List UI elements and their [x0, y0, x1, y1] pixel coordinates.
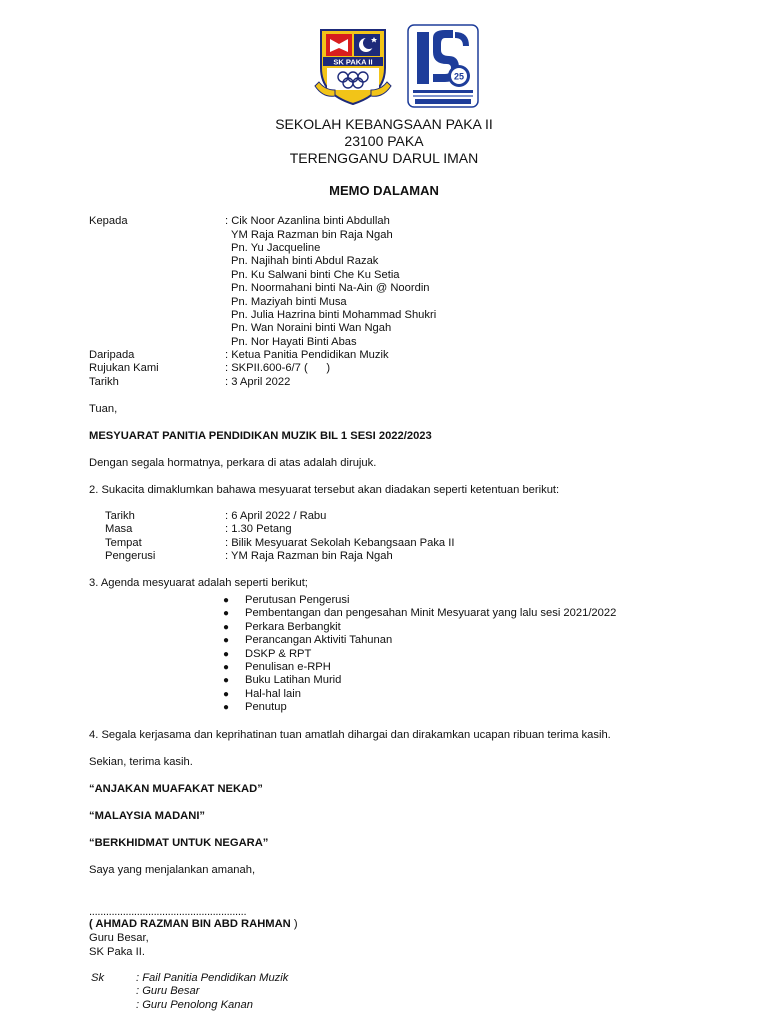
meeting-value: : YM Raja Razman bin Raja Ngah [225, 550, 393, 563]
svg-text:SK PAKA II: SK PAKA II [333, 57, 373, 67]
agenda-text: Perancangan Aktiviti Tahunan [245, 634, 393, 647]
school-name: SEKOLAH KEBANGSAAN PAKA II [275, 116, 493, 132]
copy-recipient: : Guru Besar [136, 985, 200, 998]
agenda-text: Hal-hal lain [245, 687, 301, 700]
paragraph-3: 3. Agenda mesyuarat adalah seperti berikut; [89, 577, 308, 589]
recipient-name: YM Raja Razman bin Raja Ngah [231, 228, 393, 241]
recipient-name: Pn. Julia Hazrina binti Mohammad Shukri [231, 308, 437, 321]
copies-label: Sk [91, 972, 105, 984]
paragraph-1: Dengan segala hormatnya, perkara di atas adalah dirujuk. [89, 457, 377, 469]
copy-recipient: : Guru Penolong Kanan [136, 998, 253, 1011]
school-state: TERENGGANU DARUL IMAN [289, 150, 479, 166]
agenda-text: Penulisan e-RPH [245, 661, 331, 673]
agenda-text: Pembentangan dan pengesahan Minit Mesyuarat yang lalu sesi 2021/2022 [245, 607, 617, 620]
meeting-value: : 1.30 Petang [225, 523, 292, 536]
paragraph-4: 4. Segala kerjasama dan keprihatinan tuan amatlah dihargai dan dirakamkan ucapan ribuan terima kasih. [89, 729, 611, 741]
meeting-label: Tempat [105, 536, 142, 549]
recipient-name: : Cik Noor Azanlina binti Abdullah [225, 215, 390, 227]
meta-value: : 3 April 2022 [225, 375, 291, 388]
bullet-icon: ● [223, 635, 230, 647]
school-crest-logo [313, 24, 393, 108]
paragraph-2: 2. Sukacita dimaklumkan bahawa mesyuarat tersebut akan diadakan seperti ketentuan berikut: [89, 484, 560, 496]
memo-subject: MESYUARAT PANITIA PENDIDIKAN MUZIK BIL 1 SESI 2022/2023 [89, 430, 432, 442]
bullet-icon: ● [223, 595, 230, 606]
closing-text: Sekian, terima kasih. [89, 756, 193, 768]
memo-title: MEMO DALAMAN [329, 183, 439, 198]
signatory-name: ( AHMAD RAZMAN BIN ABD RAHMAN [89, 918, 291, 930]
meeting-label: Pengerusi [105, 550, 156, 563]
bullet-icon: ● [223, 662, 230, 673]
district-25-logo [407, 24, 479, 108]
recipient-name: Pn. Noormahani binti Na-Ain @ Noordin [231, 282, 430, 295]
meta-label: Rujukan Kami [89, 362, 159, 375]
slogan-berkhidmat: “BERKHIDMAT UNTUK NEGARA” [89, 837, 269, 849]
meeting-value: : Bilik Mesyuarat Sekolah Kebangsaan Paka II [225, 536, 455, 549]
recipient-name: Pn. Nor Hayati Binti Abas [231, 335, 357, 348]
recipient-name: Pn. Ku Salwani binti Che Ku Setia [231, 268, 400, 281]
meeting-value: : 6 April 2022 / Rabu [225, 510, 327, 522]
signatory-name-row [89, 918, 298, 931]
agenda-text: DSKP & RPT [245, 647, 312, 660]
meeting-label: Tarikh [105, 510, 135, 522]
meta-value: : Ketua Panitia Pendidikan Muzik [225, 349, 389, 361]
recipient-name: Pn. Yu Jacqueline [231, 241, 321, 254]
bullet-icon: ● [223, 621, 230, 633]
meta-value: : SKPII.600-6/7 ( ) [225, 362, 331, 375]
bullet-icon: ● [223, 688, 230, 700]
agenda-text: Perkara Berbangkit [245, 620, 341, 633]
signatory-title: Guru Besar, [89, 932, 149, 944]
agenda-text: Perutusan Pengerusi [245, 594, 350, 606]
recipient-name: Pn. Wan Noraini binti Wan Ngah [231, 322, 392, 335]
salutation: Tuan, [89, 403, 118, 415]
meeting-label: Masa [105, 523, 133, 536]
svg-text:25: 25 [453, 71, 465, 82]
slogan-malaysia-madani: “MALAYSIA MADANI” [89, 810, 206, 822]
meta-label: Daripada [89, 349, 135, 361]
signatory-school: SK Paka II. [89, 945, 145, 958]
bullet-icon: ● [223, 648, 230, 660]
recipients-label: Kepada [89, 215, 128, 227]
bullet-icon: ● [223, 702, 230, 714]
agenda-text: Penutup [245, 701, 287, 714]
recipient-name: Pn. Maziyah binti Musa [231, 295, 347, 308]
signature-line: ........................................................ [89, 906, 247, 918]
slogan-anjakan: “ANJAKAN MUAFAKAT NEKAD” [89, 783, 263, 795]
signatory-name-close: ) [290, 918, 298, 930]
signoff-text: Saya yang menjalankan amanah, [89, 864, 256, 876]
recipient-name: Pn. Najihah binti Abdul Razak [231, 255, 379, 268]
bullet-icon: ● [223, 608, 230, 620]
agenda-text: Buku Latihan Murid [245, 674, 342, 687]
copy-recipient: : Fail Panitia Pendidikan Muzik [136, 972, 289, 984]
meta-label: Tarikh [89, 375, 119, 388]
bullet-icon: ● [223, 675, 230, 687]
school-postcode: 23100 PAKA [344, 133, 424, 149]
